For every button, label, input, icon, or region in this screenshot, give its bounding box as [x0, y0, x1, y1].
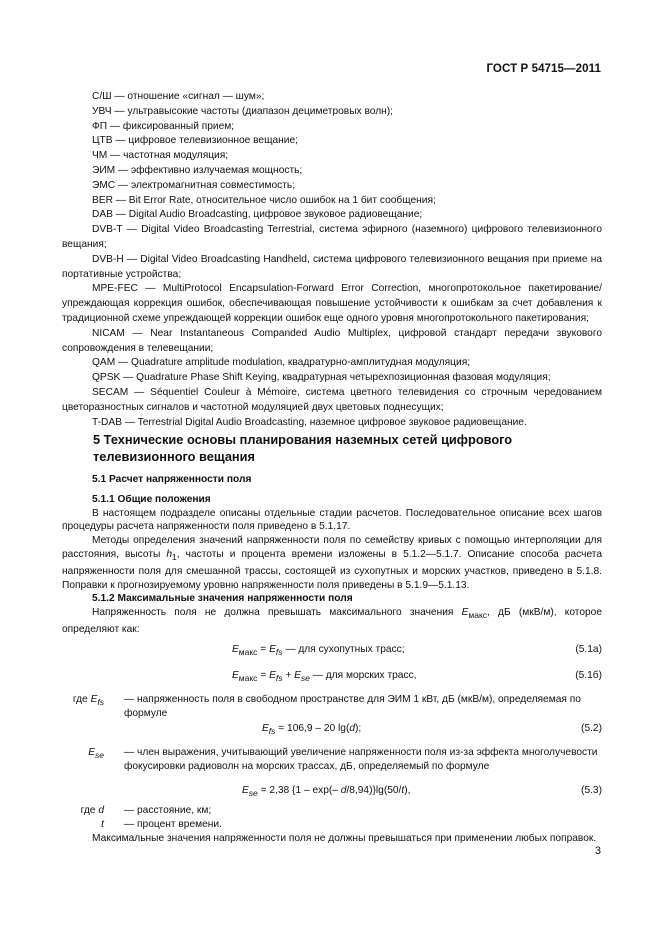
- definition-t: t — процент времени.: [101, 818, 222, 830]
- page-number: 3: [594, 845, 601, 857]
- definition-efs: где $E_{fs}$ — напряженность поля в свободном пространстве для ЭИМ 1 кВт, дБ (мкВ/м), определяемая по формуле: [72, 693, 581, 719]
- paragraph-general-2: Методы определения значений напряженности поля по семейству кривых с помощью интерполяции для расстояния, высоты $h_1$, частоты и процента времени изложены в 5.1.2—5.1.7. Описание способа расчета напряженности поля для смешанной трассы, состоящей из сухопутных и морских участков, приведено в 5.1.8. Поправки к прогнозируемому уровню напряженности поля приведены в 5.1.9—5.1.13.: [62, 535, 603, 591]
- subsection-heading-5-1: 5.1 Расчет напряженности поля: [92, 474, 252, 485]
- paragraph-general-1: В настоящем подразделе описаны отдельные стадии расчетов. Последовательное описание всех шагов процедуры расчета напряженности поля приведено в 5.1.17.: [62, 507, 602, 533]
- document-body: [62, 473, 602, 845]
- abbreviation-item: MPE-FEC — MultiProtocol Encapsulation-Forward Error Correction, многопротокольное пакетирование/упреждающая коррекция ошибок, обеспечивающая повышение устойчивости к ошибкам за счет добавления к традиционной схеме упреждающей коррекции ошибок еще одного уровня многопротокольного пакетирования;: [62, 283, 602, 324]
- paragraph-max-values: Напряженность поля не должна превышать максимального значения $E_{макс}$, дБ (мкВ/м), которое определяют как:: [62, 607, 602, 636]
- abbreviation-item: ЦТВ — цифровое телевизионное вещание;: [92, 135, 298, 147]
- equation-5-2: $E_{fs} = 106,9 - 20$ lg(d); (5.2): [262, 723, 602, 737]
- abbreviation-item: BER — Bit Error Rate, относительное число ошибок на 1 бит сообщения;: [92, 194, 436, 206]
- equation-5-3: $E_{se} = 2,38$ {1 – exp(– d/8,94)}lg(50/t), (5.3): [242, 785, 602, 799]
- abbreviation-item: DVB-T — Digital Video Broadcasting Terrestrial, система эфирного (наземного) цифрового телевизионного вещания;: [62, 224, 602, 250]
- abbreviation-item: QPSK — Quadrature Phase Shift Keying, квадратурная четырехпозиционная фазовая модуляция;: [92, 372, 551, 384]
- equation-5-1a: $E_{макс} = E_{fs}$ — для сухопутных трасс; (5.1а): [232, 643, 602, 657]
- abbreviation-item: ФП — фиксированный прием;: [92, 120, 235, 132]
- definition-ese: $E_{se}$ — член выражения, учитывающий увеличение напряженности поля из-за эффекта многолучевости фокусировки радиоволн на морских трассах, дБ, определяемый по формуле: [88, 747, 598, 773]
- abbreviation-item: NICAM — Near Instantaneous Companded Audio Multiplex, цифровой стандарт передачи звукового сопровождения в телевещании;: [62, 327, 602, 354]
- abbreviation-item: QAM — Quadrature amplitude modulation, квадратурно-амплитудная модуляция;: [92, 357, 471, 369]
- equation-5-1b: $E_{макс} = E_{fs} + E_{se}$ — для морских трасс, (5.1б): [232, 669, 602, 683]
- section-title: 5 Технические основы планирования наземных сетей цифрового телевизионного вещания: [93, 432, 513, 464]
- document-header: ГОСТ Р 54715—2011: [486, 63, 601, 75]
- abbreviation-item: ЭИМ — эффективно излучаемая мощность;: [92, 164, 303, 176]
- subsection-heading-5-1-1: 5.1.1 Общие положения: [92, 493, 211, 505]
- abbreviation-item: УВЧ — ультравысокие частоты (диапазон дециметровых волн);: [92, 105, 393, 117]
- definition-d: где d — расстояние, км;: [80, 805, 212, 817]
- subsection-heading-5-1-2: 5.1.2 Максимальные значения напряженности поля: [92, 593, 353, 605]
- abbreviation-item: ЧМ — частотная модуляция;: [92, 150, 229, 162]
- abbreviation-item: DVB-H — Digital Video Broadcasting Handheld, система цифрового телевизионного вещания при приеме на портативные устройства;: [62, 253, 602, 280]
- abbreviation-item: ЭМС — электромагнитная совместимость;: [92, 179, 296, 191]
- abbreviation-item: DAB — Digital Audio Broadcasting, цифровое звуковое радиовещание;: [92, 209, 423, 221]
- abbreviation-item: SECAM — Séquentiel Couleur à Mémoire, система цветного телевидения со строчным чередованием цветоразностных сигналов и частотной модуляцией двух цветовых поднесущих;: [62, 386, 602, 413]
- abbreviation-item: T-DAB — Terrestrial Digital Audio Broadcasting, наземное цифровое звуковое радиовещание.: [92, 416, 527, 428]
- abbreviation-item: С/Ш — отношение «сигнал — шум»;: [92, 91, 265, 102]
- abbreviation-list: [62, 90, 602, 430]
- paragraph-final: Максимальные значения напряженности поля не должны превышаться при применении любых поправок.: [92, 832, 597, 844]
